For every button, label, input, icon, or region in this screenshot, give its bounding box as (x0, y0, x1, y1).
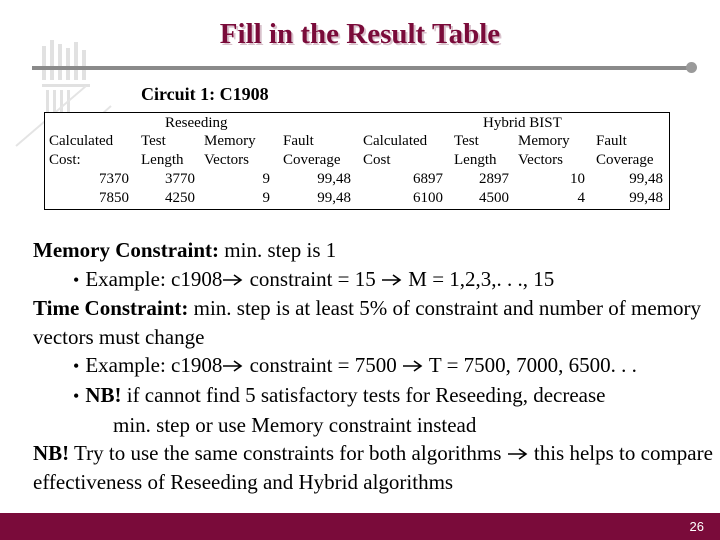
table-cell: 6100 (413, 190, 443, 206)
col-header-test: Test (141, 133, 166, 149)
nb-constraints-text-cont: this helps to compare effectiveness of Reseeding and Hybrid algorithms (33, 441, 713, 494)
result-table (44, 112, 670, 210)
col-header-memory: Memory (204, 133, 256, 149)
group-header-hybrid: Hybrid BIST (483, 115, 562, 131)
example-memory-prefix: Example: c1908 (85, 266, 223, 291)
col-header-hybrid-vectors: Vectors (518, 152, 563, 168)
memory-constraint-line (33, 236, 717, 265)
col-header-hybrid-test: Test (454, 133, 479, 149)
col-header-hybrid-memory: Memory (518, 133, 570, 149)
col-header-hybrid-cost: Cost (363, 152, 391, 168)
time-constraint-line (33, 294, 717, 351)
example-time-result: T = 7500, 7000, 6500. . . (424, 353, 637, 378)
page-number: 26 (689, 519, 704, 534)
example-time-constraint: constraint = 7500 (244, 353, 403, 378)
circuit-subtitle: Circuit 1: C1908 (141, 84, 269, 104)
table-cell: 99,48 (317, 171, 351, 187)
col-header-hybrid-length: Length (454, 152, 497, 168)
table-cell: 10 (570, 171, 585, 187)
right-arrow-icon (507, 447, 529, 461)
table-cell: 7370 (99, 171, 129, 187)
col-header-calculated: Calculated (49, 133, 114, 149)
nb-reseeding-continuation: min. step or use Memory constraint instead (113, 412, 477, 437)
table-cell: 4250 (165, 190, 195, 206)
time-constraint-text: min. step is at least 5% of constraint and number of memory vectors must change (33, 296, 701, 349)
bullet-icon: • (73, 269, 80, 290)
table-cell: 4 (577, 190, 585, 206)
table-cell: 99,48 (629, 190, 663, 206)
title-divider (32, 66, 692, 70)
memory-constraint-label: Memory Constraint: (33, 238, 220, 262)
example-time-prefix: Example: c1908 (85, 353, 223, 378)
table-cell: 99,48 (317, 190, 351, 206)
group-header-reseeding: Reseeding (165, 115, 228, 131)
col-header-hybrid-fault: Fault (596, 133, 627, 149)
memory-constraint-text: min. step is 1 (219, 238, 337, 262)
nb-constraints-line (33, 439, 717, 496)
col-header-hybrid-calculated: Calculated (363, 133, 428, 149)
table-cell: 4500 (479, 190, 509, 206)
col-header-coverage: Coverage (283, 152, 341, 168)
page-title: Fill in the Result Table (219, 18, 501, 50)
right-arrow-icon (222, 273, 244, 287)
footer-bar (0, 513, 720, 540)
time-constraint-label: Time Constraint: (33, 296, 189, 321)
col-header-vectors: Vectors (204, 152, 249, 168)
col-header-length: Length (141, 152, 184, 168)
nb-label: NB! (33, 441, 70, 466)
table-cell: 99,48 (629, 171, 663, 187)
right-arrow-icon (402, 359, 424, 373)
bullet-icon: • (73, 385, 80, 406)
nb-label: NB! (85, 382, 122, 407)
divider-end-dot (686, 62, 697, 73)
table-cell: 6897 (413, 171, 443, 187)
slide-body (33, 236, 717, 496)
col-header-hybrid-coverage: Coverage (596, 152, 654, 168)
nb-constraints-text: Try to use the same constraints for both algorithms (69, 441, 507, 466)
table-cell: 7850 (99, 190, 129, 206)
nb-reseeding-line (33, 381, 717, 411)
example-memory-line (33, 265, 717, 295)
example-memory-constraint: constraint = 15 (244, 266, 382, 291)
right-arrow-icon (381, 273, 403, 287)
table-cell: 9 (262, 190, 270, 206)
col-header-fault: Fault (283, 133, 314, 149)
nb-reseeding-text: if cannot find 5 satisfactory tests for Reseeding, decrease (121, 382, 606, 407)
example-time-line (33, 351, 717, 381)
right-arrow-icon (222, 359, 244, 373)
example-memory-result: M = 1,2,3,. . ., 15 (403, 266, 555, 291)
col-header-cost: Cost: (49, 152, 81, 168)
table-cell: 2897 (479, 171, 509, 187)
table-cell: 9 (262, 171, 270, 187)
bullet-icon: • (73, 356, 80, 377)
table-cell: 3770 (165, 171, 195, 187)
